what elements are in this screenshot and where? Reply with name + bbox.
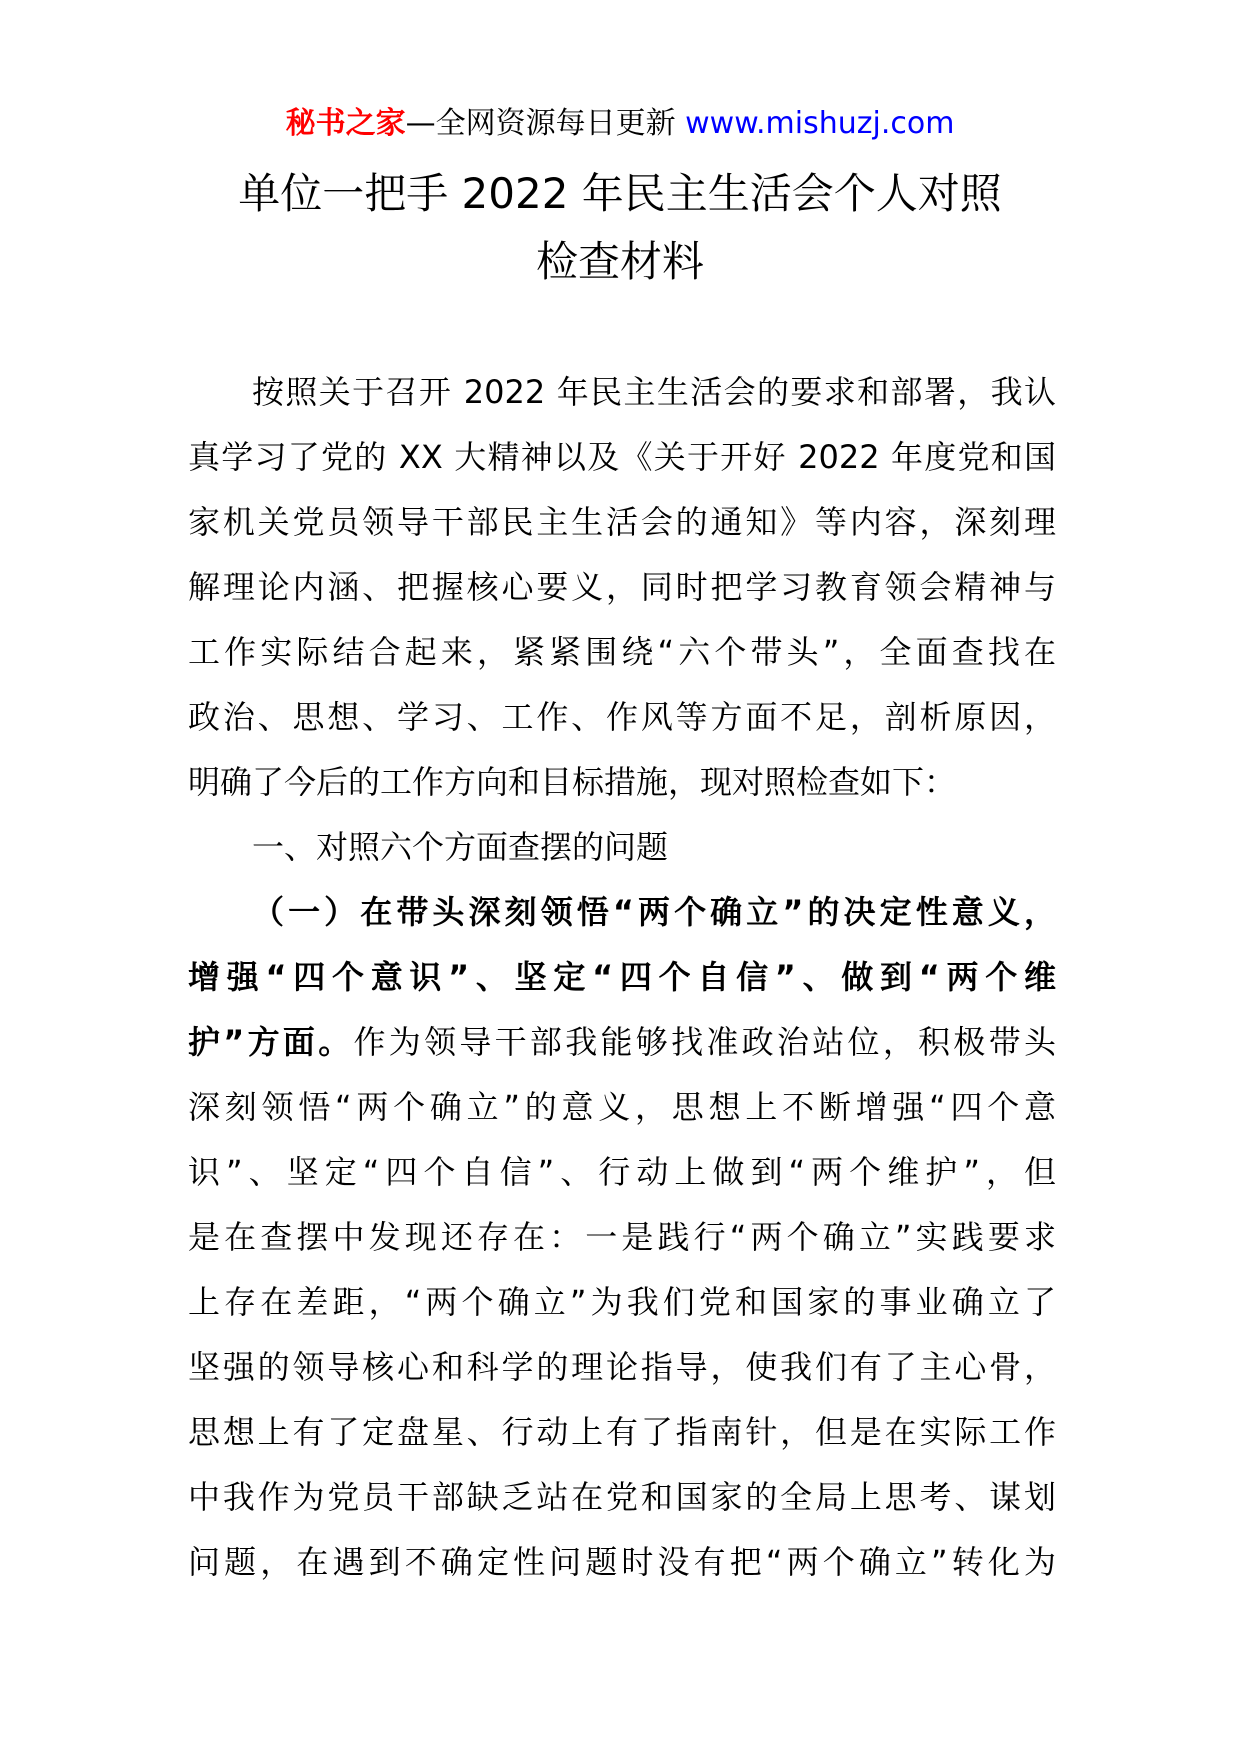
subsection-heading-end: 护”方面。 [188,1023,354,1061]
body-line: 真学习了党的 XX 大精神以及《关于开好 2022 年度党和国 [188,438,1056,476]
body-line-mixed [188,1010,1056,1075]
site-brand: 秘书之家 [285,106,406,141]
body-line: 政治、思想、学习、工作、作风等方面不足，剖析原因， [188,698,1056,736]
body-line: 问题，在遇到不确定性问题时没有把“两个确立”转化为 [188,1543,1056,1581]
site-header [0,104,1240,144]
section-heading: 一、对照六个方面查摆的问题 [252,828,669,866]
body-line: 解理论内涵、把握核心要义，同时把学习教育领会精神与 [188,568,1056,606]
body-line: 坚强的领导核心和科学的理论指导，使我们有了主心骨， [188,1348,1056,1386]
body-line: 上存在差距，“两个确立”为我们党和国家的事业确立了 [188,1283,1056,1321]
body-line: 思想上有了定盘星、行动上有了指南针，但是在实际工作 [188,1413,1056,1451]
body-line: 是在查摆中发现还存在：一是践行“两个确立”实践要求 [188,1218,1056,1256]
body-line: 按照关于召开 2022 年民主生活会的要求和部署，我认 [252,373,1056,411]
subsection-heading-line: 增强“四个意识”、坚定“四个自信”、做到“两个维 [188,958,1056,996]
body-line: 识”、坚定“四个自信”、行动上做到“两个维护”，但 [188,1153,1056,1191]
body-line: 明确了今后的工作方向和目标措施，现对照检查如下： [188,763,957,801]
subsection-heading-line: （一）在带头深刻领悟“两个确立”的决定性意义， [252,893,1056,931]
site-url-link[interactable]: www.mishuzj.com [685,106,955,141]
site-tagline: —全网资源每日更新 [405,106,686,141]
body-line: 深刻领悟“两个确立”的意义，思想上不断增强“四个意 [188,1088,1056,1126]
document-body [188,360,1056,1595]
document-title-line-1: 单位一把手 2022 年民主生活会个人对照 [238,169,1002,218]
body-text-span: 作为领导干部我能够找准政治站位，积极带头 [353,1023,1056,1061]
body-line: 家机关党员领导干部民主生活会的通知》等内容，深刻理 [188,503,1056,541]
body-line: 工作实际结合起来，紧紧围绕“六个带头”，全面查找在 [188,633,1056,671]
body-line: 中我作为党员干部缺乏站在党和国家的全局上思考、谋划 [188,1478,1056,1516]
document-title-line-2: 检查材料 [535,237,704,286]
